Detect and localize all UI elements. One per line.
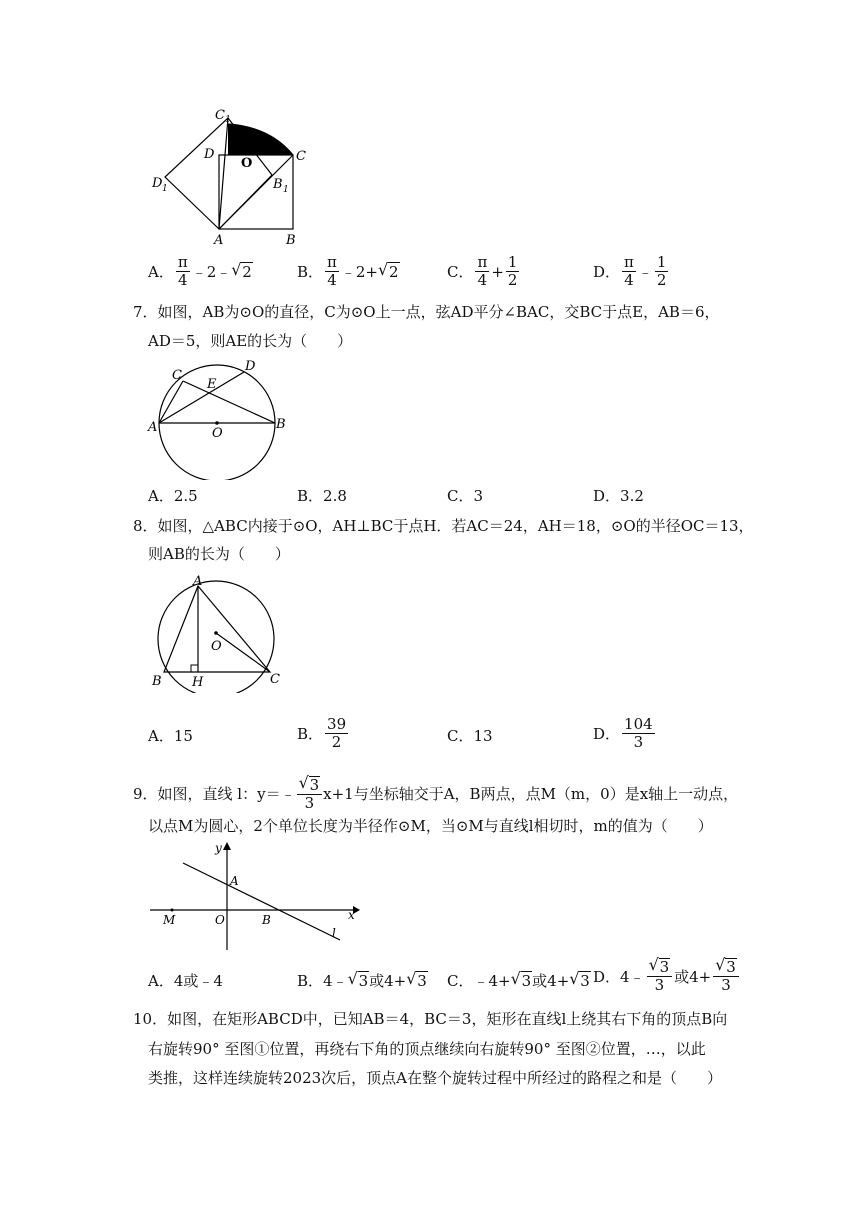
q6-option-c[interactable]: C． $\frac{\pi}{4}$ + $\frac{1}{2}$ [447,253,518,289]
q6-label-b1-sub: 1 [283,185,289,195]
q6-shaded-region [228,124,293,155]
q9-label-x: x [348,908,355,922]
q9-stem-line1: 9．如图，直线 l：y＝﹣ √ $\frac{3}{3}$ x+1与坐标轴交于A，B两点，点M（m，0）是x轴上一动点， [133,776,738,812]
q7-stem-line1: 7．如图，AB为⊙O的直径，C为⊙O上一点，弦AD平分∠BAC，交BC于点E，AB＝6， [133,303,720,321]
q6-label-b1: B [273,177,283,192]
q8-option-b[interactable]: B． $\frac{39}{2}$ [297,715,347,751]
q8-stem-line2: 则AB的长为（ ） [148,545,290,563]
q6-label-d1-sub: 1 [162,184,168,194]
q8-option-a[interactable]: A．15 [148,727,193,745]
q6-option-a[interactable]: A． $\frac{\pi}{4}$ ﹣2﹣ √ 2 [148,254,253,289]
q8-label-a: A [193,574,203,589]
q9-label-y: y [215,841,222,855]
q9-label-b: B [262,913,271,927]
q8-label-b: B [152,674,162,689]
q6-label-c1: C [215,108,225,123]
q10-stem-line3: 类推，这样连续旋转2023次后，顶点A在整个旋转过程中所经过的路程之和是（ ） [148,1069,723,1087]
q9-option-d[interactable]: D． 4﹣ √ $\frac{3}{3}$ 或4+ √ $\frac{3}{3}$ [593,958,741,994]
q7-option-d[interactable]: D．3.2 [593,487,644,505]
q9-label-a: A [230,874,239,888]
q9-option-a[interactable]: A．4或﹣4 [148,972,223,990]
q7-label-b: B [276,417,286,432]
q7-label-c: C [172,368,182,383]
q7-option-c[interactable]: C．3 [447,487,484,505]
q9-label-o: O [215,913,225,927]
q7-label-d: D [245,359,256,374]
q6-option-b[interactable]: B． $\frac{\pi}{4}$ ﹣2+ √ 2 [297,254,400,289]
q6-label-a: A [214,233,224,248]
q6-figure [145,105,320,250]
q7-label-a: A [148,420,158,435]
q9-stem-line2: 以点M为圆心，2个单位长度为半径作⊙M，当⊙M与直线l相切时，m的值为（ ） [148,817,713,835]
q8-option-c[interactable]: C．13 [447,727,493,745]
q6-label-c: C [296,149,306,164]
q7-stem-line2: AD＝5，则AE的长为（ ） [148,332,353,350]
q6-label-d: D [204,147,215,162]
q6-label-c1-sub: 1 [225,115,231,125]
q6-label-d1: D [152,176,163,191]
q7-figure [145,355,290,480]
q9-label-m: M [163,913,176,927]
q8-figure [148,573,288,693]
q9-label-l: l [332,926,336,940]
q8-label-o: O [211,639,222,654]
q9-figure [145,840,365,955]
q10-stem-line1: 10．如图，在矩形ABCD中，已知AB＝4，BC＝3，矩形在直线l上绕其右下角的顶点B向 [133,1010,728,1028]
q10-stem-line2: 右旋转90° 至图①位置，再绕右下角的顶点继续向右旋转90° 至图②位置，…，以此 [148,1040,706,1058]
q9-option-c[interactable]: C． ﹣4+ √ 3 或4+ √ 3 [447,970,591,991]
q8-label-h: H [192,675,204,690]
q7-option-a[interactable]: A．2.5 [148,487,198,505]
q8-label-c: C [270,672,280,687]
q7-label-o: O [212,426,223,441]
q7-option-b[interactable]: B．2.8 [297,487,347,505]
q9-option-b[interactable]: B． 4﹣ √ 3 或4+ √ 3 [297,970,428,991]
q8-stem-line1: 8．如图，△ABC内接于⊙O，AH⊥BC于点H．若AC＝24，AH＝18，⊙O的半径OC＝13， [133,517,754,535]
q6-label-o: O [241,156,253,171]
q8-option-d[interactable]: D． $\frac{104}{3}$ [593,715,653,751]
q6-option-d[interactable]: D． $\frac{\pi}{4}$ ﹣ $\frac{1}{2}$ [593,253,667,289]
q7-label-e: E [207,377,217,392]
q6-label-b: B [286,233,296,248]
